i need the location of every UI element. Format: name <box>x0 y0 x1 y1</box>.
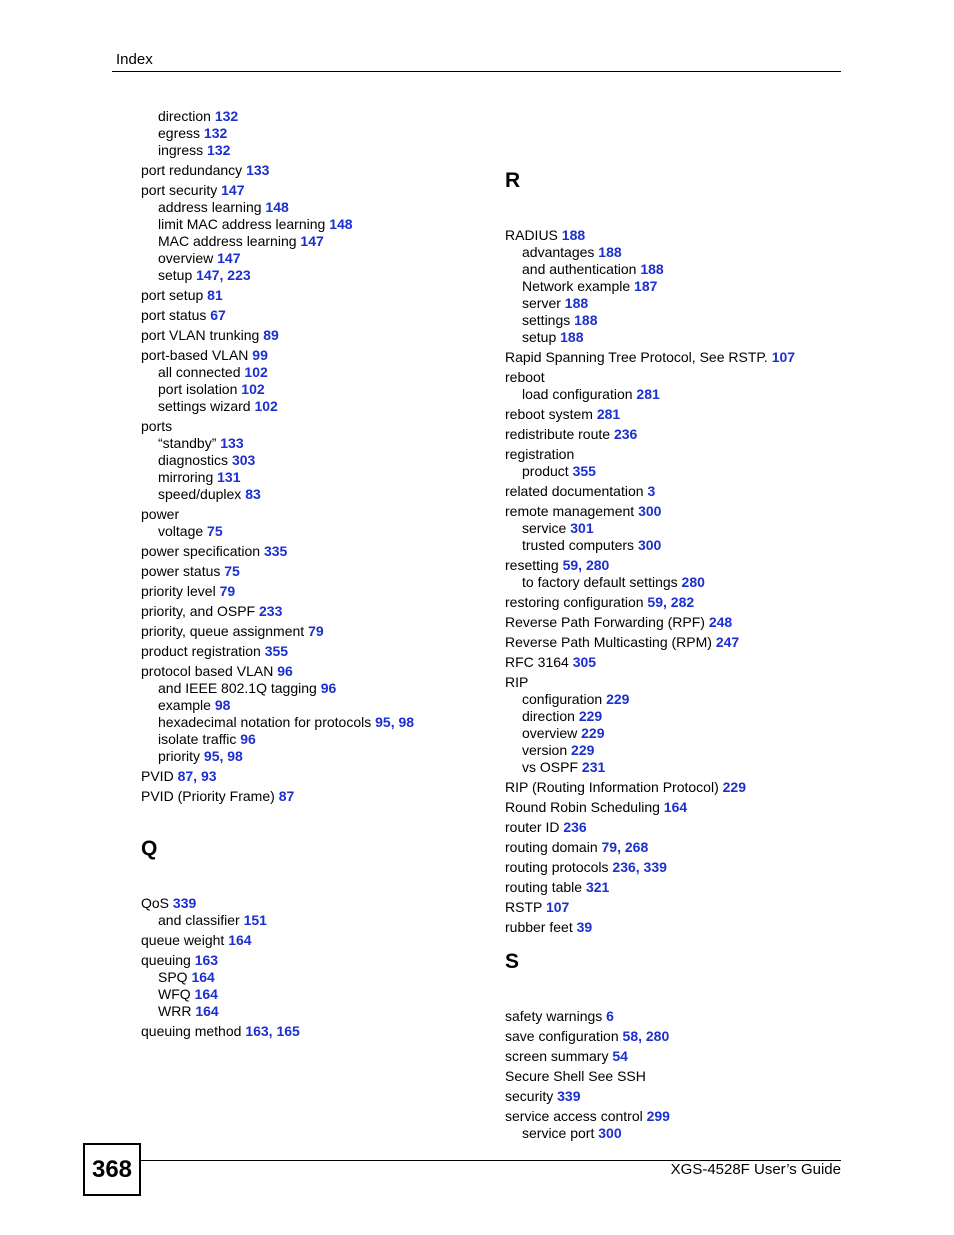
index-subentry <box>158 986 218 1003</box>
index-term: routing protocols <box>505 859 609 875</box>
page-number: 368 <box>91 1155 133 1183</box>
page-reference-link[interactable]: 102 <box>254 398 278 414</box>
page-reference-link[interactable]: 229 <box>722 779 746 795</box>
index-term: PVID <box>141 768 174 784</box>
page-reference-link[interactable]: 188 <box>640 261 664 277</box>
index-subentry <box>158 469 240 486</box>
index-entry <box>505 799 687 816</box>
page-reference-link[interactable]: 133 <box>246 162 270 178</box>
page-reference-link[interactable]: 98 <box>227 748 243 764</box>
page-reference-link[interactable]: 305 <box>572 654 597 670</box>
page-reference-link[interactable]: 300 <box>637 537 662 553</box>
index-term: RADIUS <box>505 227 558 243</box>
page-reference-link[interactable]: 231 <box>581 759 606 775</box>
index-entry <box>505 779 746 796</box>
index-entry <box>505 1048 628 1065</box>
page-reference-link[interactable]: 96 <box>277 663 293 679</box>
index-term: routing table <box>505 879 583 895</box>
page-reference-link[interactable]: 247 <box>715 634 740 650</box>
page-reference-link[interactable]: 335 <box>263 543 288 559</box>
index-subentry <box>522 742 594 759</box>
page-reference-link[interactable]: 147 <box>300 233 324 249</box>
index-term: RIP (Routing Information Protocol) <box>505 779 719 795</box>
index-entry <box>141 162 269 179</box>
page-reference-link[interactable]: 148 <box>329 216 353 232</box>
page-reference-link[interactable]: 339 <box>172 895 197 911</box>
index-entry <box>505 406 620 423</box>
index-term: service port <box>522 1125 595 1141</box>
page-reference-link[interactable]: 87 <box>278 788 295 804</box>
page-reference-link[interactable]: 280 <box>645 1028 670 1044</box>
index-subentry <box>522 691 629 708</box>
page-reference-link[interactable]: 3 <box>647 483 656 499</box>
page-reference-link[interactable]: 87 <box>177 768 194 784</box>
index-subentry <box>522 312 598 329</box>
page-reference-link[interactable]: 39 <box>576 919 593 935</box>
page-reference-link[interactable]: 355 <box>572 463 596 479</box>
index-term: setup <box>522 329 557 345</box>
page-reference-link[interactable]: 96 <box>240 731 256 747</box>
page-reference-link[interactable]: 188 <box>561 227 586 243</box>
page-reference-link[interactable]: 59 <box>562 557 579 573</box>
page-reference-link[interactable]: 268 <box>624 839 649 855</box>
index-term: SPQ <box>158 969 188 985</box>
index-term: MAC address learning <box>158 233 297 249</box>
footer-guide-title: XGS-4528F User’s Guide <box>670 1161 841 1178</box>
index-term: queue weight <box>141 932 225 948</box>
index-entry <box>141 307 226 324</box>
index-entry <box>141 643 288 660</box>
index-entry <box>505 879 609 896</box>
index-term: vs OSPF <box>522 759 579 775</box>
index-subentry <box>158 452 255 469</box>
page-reference-link[interactable]: 188 <box>574 312 598 328</box>
index-term: all connected <box>158 364 241 380</box>
page-reference-link[interactable]: 236 <box>563 819 587 835</box>
page-reference-link[interactable]: 93 <box>200 768 217 784</box>
page-reference-link[interactable]: 132 <box>203 125 228 141</box>
index-subentry <box>522 1125 622 1142</box>
index-term: RSTP <box>505 899 543 915</box>
page-reference-link[interactable]: 233 <box>259 603 283 619</box>
index-subentry <box>158 697 230 714</box>
index-term: restoring configuration <box>505 594 644 610</box>
page-reference-link[interactable]: 147 <box>221 182 245 198</box>
index-term: QoS <box>141 895 170 911</box>
page-reference-link[interactable]: 300 <box>598 1125 622 1141</box>
index-term: voltage <box>158 523 204 539</box>
page-reference-link[interactable]: 95 <box>203 748 220 764</box>
page-reference-link[interactable]: 229 <box>606 691 630 707</box>
index-subentry <box>522 725 605 742</box>
page-reference-link[interactable]: 187 <box>634 278 658 294</box>
index-entry <box>141 952 218 969</box>
index-entry <box>505 634 739 651</box>
index-entry <box>505 446 574 463</box>
index-entry <box>505 1108 670 1125</box>
page-reference-link[interactable]: 281 <box>636 386 660 402</box>
index-subentry <box>158 731 256 748</box>
index-subentry <box>158 250 241 267</box>
index-term: configuration <box>522 691 603 707</box>
page-reference-link[interactable]: 102 <box>241 381 265 397</box>
index-entry: save configuration 58, 280 <box>505 1028 670 1044</box>
header-label: Index <box>116 51 153 68</box>
page-reference-link[interactable]: 81 <box>207 287 223 303</box>
index-entry: PVID 87, 93 <box>141 768 217 784</box>
index-term: port status <box>141 307 207 323</box>
page-reference-link[interactable]: 236 <box>612 859 636 875</box>
page-reference-link[interactable]: 164 <box>195 1003 219 1019</box>
page-reference-link[interactable]: 229 <box>581 725 605 741</box>
index-entry <box>141 932 252 949</box>
index-subentry <box>158 142 230 159</box>
page-reference-link[interactable]: 59 <box>647 594 663 610</box>
index-entry <box>505 369 545 386</box>
index-section-letter: S <box>505 950 520 973</box>
index-subentry <box>522 261 664 278</box>
page-reference-link[interactable]: 83 <box>245 486 261 502</box>
page-reference-link[interactable]: 133 <box>220 435 244 451</box>
index-term: related documentation <box>505 483 644 499</box>
index-term: priority <box>158 748 201 764</box>
index-entry: resetting 59, 280 <box>505 557 610 573</box>
page-reference-link[interactable]: 165 <box>276 1023 300 1039</box>
index-subentry <box>522 386 660 403</box>
page-reference-link[interactable]: 164 <box>663 799 688 815</box>
index-subentry <box>522 244 622 261</box>
index-term: screen summary <box>505 1048 609 1064</box>
index-entry <box>141 418 172 435</box>
index-term: reboot <box>505 369 545 385</box>
index-term: RFC 3164 <box>505 654 569 670</box>
index-entry: routing domain 79, 268 <box>505 839 649 855</box>
page-reference-link[interactable]: 107 <box>771 349 796 365</box>
index-term: example <box>158 697 211 713</box>
index-term: Reverse Path Multicasting (RPM) <box>505 634 712 650</box>
index-term: resetting <box>505 557 559 573</box>
index-term: Reverse Path Forwarding (RPF) <box>505 614 705 630</box>
index-term: service access control <box>505 1108 643 1124</box>
index-term: overview <box>522 725 578 741</box>
page-reference-link[interactable]: 147 <box>217 250 241 266</box>
index-term: limit MAC address learning <box>158 216 326 232</box>
index-subentry <box>158 969 215 986</box>
index-term: direction <box>522 708 575 724</box>
index-term: overview <box>158 250 214 266</box>
index-term: priority level <box>141 583 216 599</box>
page-reference-link[interactable]: 132 <box>207 142 231 158</box>
index-term: routing domain <box>505 839 598 855</box>
index-subentry <box>158 199 289 216</box>
index-term: port VLAN trunking <box>141 327 260 343</box>
index-term: product registration <box>141 643 261 659</box>
index-entry <box>141 663 293 680</box>
index-entry <box>141 347 268 364</box>
index-subentry <box>522 708 602 725</box>
page-reference-link[interactable]: 6 <box>606 1008 614 1024</box>
page-reference-link[interactable]: 163 <box>245 1023 269 1039</box>
index-term: power specification <box>141 543 261 559</box>
page-reference-link[interactable]: 188 <box>564 295 589 311</box>
index-subentry <box>158 1003 219 1020</box>
index-entry <box>505 483 655 500</box>
page-reference-link[interactable]: 147 <box>196 267 220 283</box>
index-section-letter: Q <box>141 837 158 860</box>
index-entry <box>141 563 240 580</box>
page-reference-link[interactable]: 79 <box>308 623 324 639</box>
index-term: port isolation <box>158 381 238 397</box>
page-reference-link[interactable]: 339 <box>643 859 667 875</box>
index-term: queuing <box>141 952 191 968</box>
index-subentry <box>522 463 596 480</box>
index-term: isolate traffic <box>158 731 237 747</box>
index-term: port redundancy <box>141 162 243 178</box>
index-term: remote management <box>505 503 635 519</box>
page-reference-link[interactable]: 75 <box>207 523 223 539</box>
index-term: “standby” <box>158 435 217 451</box>
page-reference-link[interactable]: 229 <box>578 708 603 724</box>
index-term: save configuration <box>505 1028 619 1044</box>
index-entry <box>505 349 795 366</box>
index-entry <box>141 543 287 560</box>
index-entry <box>505 674 528 691</box>
index-entry <box>505 1008 614 1025</box>
index-subentry <box>158 398 278 415</box>
index-term: advantages <box>522 244 595 260</box>
index-subentry <box>158 108 238 125</box>
page-reference-link[interactable]: 188 <box>560 329 584 345</box>
index-term: priority, and OSPF <box>141 603 256 619</box>
page-reference-link[interactable]: 300 <box>638 503 662 519</box>
index-term: version <box>522 742 568 758</box>
page-number-box <box>83 1143 141 1196</box>
header-rule <box>112 71 841 72</box>
index-subentry <box>158 523 223 540</box>
index-term: to factory default settings <box>522 574 678 590</box>
index-section-letter: R <box>505 169 521 192</box>
page-reference-link[interactable]: 321 <box>585 879 610 895</box>
index-term: queuing method <box>141 1023 242 1039</box>
index-term: egress <box>158 125 201 141</box>
index-term: port setup <box>141 287 204 303</box>
index-term: router ID <box>505 819 560 835</box>
index-term: trusted computers <box>522 537 635 553</box>
index-term: hexadecimal notation for protocols <box>158 714 372 730</box>
index-subentry <box>522 759 605 776</box>
index-entry <box>505 819 587 836</box>
page-reference-link[interactable]: 188 <box>598 244 622 260</box>
index-term: server <box>522 295 561 311</box>
index-subentry <box>158 233 324 250</box>
index-term: Round Robin Scheduling <box>505 799 660 815</box>
index-term: diagnostics <box>158 452 229 468</box>
page-reference-link[interactable]: 95 <box>375 714 391 730</box>
page-reference-link[interactable]: 229 <box>571 742 595 758</box>
index-term: WRR <box>158 1003 192 1019</box>
index-entry <box>141 182 245 199</box>
page-reference-link[interactable]: 339 <box>557 1088 581 1104</box>
index-entry <box>505 1088 580 1105</box>
index-entry: routing protocols 236, 339 <box>505 859 667 875</box>
index-subentry <box>158 486 261 503</box>
index-term: and authentication <box>522 261 637 277</box>
index-term: power <box>141 506 180 522</box>
index-term: redistribute route <box>505 426 611 442</box>
index-term: WFQ <box>158 986 191 1002</box>
index-subentry <box>522 278 657 295</box>
index-subentry: priority 95, 98 <box>158 748 243 764</box>
index-subentry: setup 147, 223 <box>158 267 251 283</box>
index-term: Secure Shell See SSH <box>505 1068 646 1084</box>
page-reference-link[interactable]: 303 <box>231 452 256 468</box>
index-subentry <box>158 216 353 233</box>
index-term: rubber feet <box>505 919 573 935</box>
page-reference-link[interactable]: 223 <box>227 267 251 283</box>
index-term: port security <box>141 182 218 198</box>
index-term: security <box>505 1088 554 1104</box>
index-entry <box>141 895 196 912</box>
index-subentry <box>158 680 336 697</box>
index-term: ports <box>141 418 173 434</box>
page-reference-link[interactable]: 164 <box>191 969 215 985</box>
page-reference-link[interactable]: 299 <box>646 1108 670 1124</box>
index-subentry <box>158 125 227 142</box>
index-term: settings wizard <box>158 398 251 414</box>
index-term: reboot system <box>505 406 593 422</box>
page-reference-link[interactable]: 79 <box>219 583 236 599</box>
index-term: service <box>522 520 567 536</box>
page-reference-link[interactable]: 148 <box>265 199 289 215</box>
index-entry <box>505 899 569 916</box>
index-entry <box>141 788 294 805</box>
index-term: Network example <box>522 278 631 294</box>
index-term: PVID (Priority Frame) <box>141 788 275 804</box>
index-term: load configuration <box>522 386 633 402</box>
index-subentry <box>522 574 705 591</box>
index-entry <box>141 603 282 620</box>
index-term: registration <box>505 446 575 462</box>
page-reference-link[interactable]: 301 <box>570 520 594 536</box>
page-reference-link[interactable]: 98 <box>398 714 415 730</box>
index-entry <box>505 614 732 631</box>
page-reference-link[interactable]: 280 <box>585 557 610 573</box>
page-reference-link[interactable]: 163 <box>194 952 219 968</box>
index-term: and IEEE 802.1Q tagging <box>158 680 317 696</box>
index-entry <box>141 623 324 640</box>
index-entry <box>505 503 661 520</box>
index-term: port-based VLAN <box>141 347 249 363</box>
page-reference-link[interactable]: 75 <box>224 563 240 579</box>
index-term: setup <box>158 267 193 283</box>
index-subentry <box>522 520 594 537</box>
page-reference-link[interactable]: 281 <box>596 406 621 422</box>
page-reference-link[interactable]: 236 <box>613 426 638 442</box>
index-subentry <box>522 295 588 312</box>
page-reference-link[interactable]: 67 <box>210 307 226 323</box>
page-reference-link[interactable]: 79 <box>601 839 618 855</box>
index-term: product <box>522 463 569 479</box>
index-term: priority, queue assignment <box>141 623 305 639</box>
page-reference-link[interactable]: 98 <box>214 697 231 713</box>
index-entry <box>505 654 596 671</box>
index-term: ingress <box>158 142 204 158</box>
index-entry <box>141 583 235 600</box>
index-term: address learning <box>158 199 262 215</box>
index-entry <box>141 287 223 304</box>
index-entry <box>505 919 592 936</box>
index-term: RIP <box>505 674 529 690</box>
index-entry <box>141 506 179 523</box>
page-reference-link[interactable]: 54 <box>612 1048 628 1064</box>
page-reference-link[interactable]: 89 <box>263 327 279 343</box>
page-reference-link[interactable]: 280 <box>681 574 705 590</box>
index-entry <box>141 327 279 344</box>
index-term: direction <box>158 108 211 124</box>
index-subentry <box>158 381 265 398</box>
index-term: protocol based VLAN <box>141 663 274 679</box>
index-subentry <box>158 912 267 929</box>
page-reference-link[interactable]: 355 <box>264 643 289 659</box>
page-reference-link[interactable]: 96 <box>320 680 337 696</box>
index-term: mirroring <box>158 469 214 485</box>
index-term: and classifier <box>158 912 240 928</box>
page-reference-link[interactable]: 132 <box>214 108 239 124</box>
index-term: Rapid Spanning Tree Protocol, See RSTP. <box>505 349 768 365</box>
index-entry: queuing method 163, 165 <box>141 1023 300 1039</box>
index-subentry <box>158 364 268 381</box>
index-term: power status <box>141 563 221 579</box>
page-reference-link[interactable]: 131 <box>217 469 241 485</box>
index-subentry <box>522 329 584 346</box>
index-term: speed/duplex <box>158 486 242 502</box>
page-reference-link[interactable]: 164 <box>228 932 252 948</box>
page-reference-link[interactable]: 58 <box>622 1028 639 1044</box>
page-reference-link[interactable]: 107 <box>545 899 570 915</box>
page-reference-link[interactable]: 151 <box>243 912 267 928</box>
index-subentry <box>158 435 244 452</box>
index-subentry <box>522 537 661 554</box>
page-reference-link[interactable]: 99 <box>252 347 268 363</box>
index-term: settings <box>522 312 571 328</box>
page-reference-link[interactable]: 282 <box>670 594 695 610</box>
index-term: safety warnings <box>505 1008 603 1024</box>
index-entry: restoring configuration 59, 282 <box>505 594 695 610</box>
page-reference-link[interactable]: 102 <box>244 364 268 380</box>
index-entry <box>505 227 585 244</box>
index-subentry: hexadecimal notation for protocols 95, 98 <box>158 714 415 730</box>
index-entry <box>505 426 637 443</box>
page-reference-link[interactable]: 248 <box>708 614 733 630</box>
page-reference-link[interactable]: 164 <box>194 986 218 1002</box>
index-entry <box>505 1068 646 1085</box>
